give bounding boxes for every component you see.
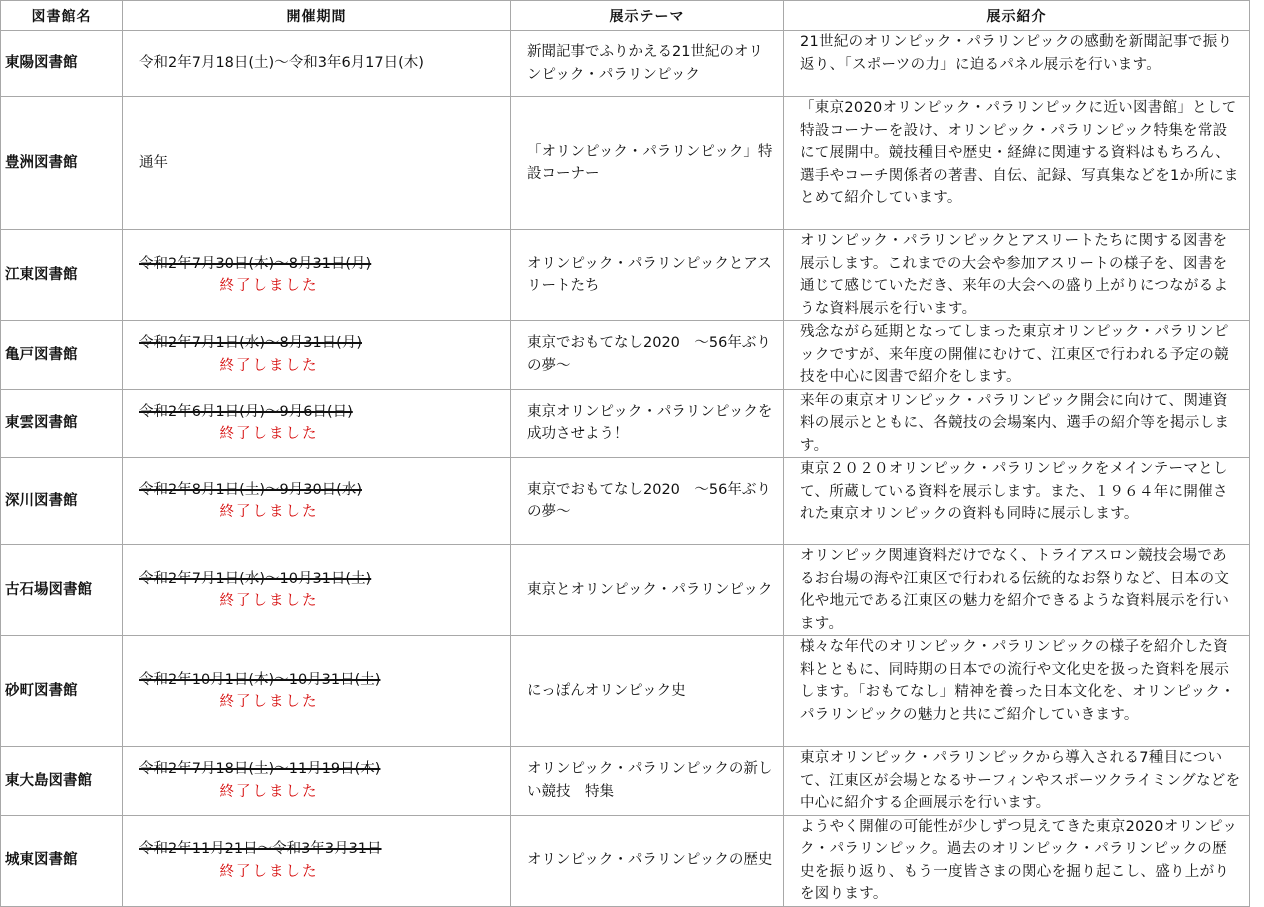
theme-cell: 東京オリンピック・パラリンピックを成功させよう！ bbox=[511, 389, 784, 458]
library-name-cell: 城東図書館 bbox=[1, 815, 123, 906]
theme-cell: 「オリンピック・パラリンピック」特設コーナー bbox=[511, 97, 784, 230]
library-name-cell: 砂町図書館 bbox=[1, 636, 123, 747]
struck-period-text: 令和2年11月21日～令和3年3月31日 bbox=[139, 841, 382, 857]
description-cell: 来年の東京オリンピック・パラリンピック開会に向けて、関連資料の展示とともに、各競技の会場案内、選手の紹介等を掲示します。 bbox=[784, 389, 1250, 458]
library-name-cell: 豊洲図書館 bbox=[1, 97, 123, 230]
period-cell bbox=[123, 458, 511, 545]
theme-cell: 新聞記事でふりかえる21世紀のオリンピック・パラリンピック bbox=[511, 31, 784, 97]
header-theme: 展示テーマ bbox=[511, 1, 784, 31]
table-row bbox=[1, 636, 1250, 747]
period-cell bbox=[123, 31, 511, 97]
library-name-cell: 東大島図書館 bbox=[1, 747, 123, 816]
description-cell: 21世紀のオリンピック・パラリンピックの感動を新聞記事で振り返り、「スポーツの力」に迫るパネル展示を行います。 bbox=[784, 31, 1250, 97]
ended-status-label: 終了しました bbox=[219, 863, 319, 880]
period-cell bbox=[123, 545, 511, 636]
description-cell: 「東京2020オリンピック・パラリンピックに近い図書館」として特設コーナーを設け、オリンピック・パラリンピック特集を常設にて展開中。競技種目や歴史・経緯に関連する資料はもちろん、選手やコーチ関係者の著書、自伝、記録、写真集などを1か所にまとめて紹介しています。 bbox=[784, 97, 1250, 230]
theme-cell: 東京でおもてなし2020 ～56年ぶりの夢～ bbox=[511, 321, 784, 390]
library-name-cell: 深川図書館 bbox=[1, 458, 123, 545]
struck-period-text: 令和2年7月1日(水)～10月31日(土) bbox=[139, 570, 372, 587]
period-cell bbox=[123, 97, 511, 230]
struck-period-text: 令和2年6月1日(月)～9月6日(日) bbox=[139, 403, 353, 420]
theme-cell: オリンピック・パラリンピックの新しい競技 特集 bbox=[511, 747, 784, 816]
table-row bbox=[1, 747, 1250, 816]
library-name-cell: 亀戸図書館 bbox=[1, 321, 123, 390]
struck-period-text: 令和2年7月30日(木)～8月31日(月) bbox=[139, 255, 372, 272]
struck-period-text: 令和2年10月1日(木)～10月31日(土) bbox=[139, 671, 381, 688]
description-cell: 東京２０２０オリンピック・パラリンピックをメインテーマとして、所蔵している資料を展示します。また、１９６４年に開催された東京オリンピックの資料も同時に展示します。 bbox=[784, 458, 1250, 545]
description-cell: ようやく開催の可能性が少しずつ見えてきた東京2020オリンピック・パラリンピック。過去のオリンピック・パラリンピックの歴史を振り返り、もう一度皆さまの関心を掘り起こし、盛り上がりを図ります。 bbox=[784, 815, 1250, 906]
period-cell bbox=[123, 230, 511, 321]
header-description: 展示紹介 bbox=[784, 1, 1250, 31]
theme-cell: にっぽんオリンピック史 bbox=[511, 636, 784, 747]
library-name-cell: 東陽図書館 bbox=[1, 31, 123, 97]
table-row bbox=[1, 389, 1250, 458]
description-cell: オリンピック・パラリンピックとアスリートたちに関する図書を展示します。これまでの大会や参加アスリートの様子を、図書を通じて感じていただき、来年の大会への盛り上がりにつながるような資料展示を行います。 bbox=[784, 230, 1250, 321]
theme-cell: 東京でおもてなし2020 ～56年ぶりの夢～ bbox=[511, 458, 784, 545]
period-text: 通年 bbox=[139, 154, 168, 171]
theme-cell: オリンピック・パラリンピックとアスリートたち bbox=[511, 230, 784, 321]
description-cell: 東京オリンピック・パラリンピックから導入される7種目について、江東区が会場となるサーフィンやスポーツクライミングなどを中心に紹介する企画展示を行います。 bbox=[784, 747, 1250, 816]
table-row bbox=[1, 97, 1250, 230]
period-cell bbox=[123, 747, 511, 816]
period-text: 令和2年7月18日(土)～令和3年6月17日(木) bbox=[139, 55, 424, 72]
table-row bbox=[1, 545, 1250, 636]
description-cell: 様々な年代のオリンピック・パラリンピックの様子を紹介した資料とともに、同時期の日本での流行や文化史を扱った資料を展示します。「おもてなし」精神を養った日本文化を、オリンピック・パラリンピックの魅力と共にご紹介していきます。 bbox=[784, 636, 1250, 747]
description-cell: 残念ながら延期となってしまった東京オリンピック・パラリンピックですが、来年度の開催にむけて、江東区で行われる予定の競技を中心に図書で紹介をします。 bbox=[784, 321, 1250, 390]
ended-status-label: 終了しました bbox=[219, 504, 319, 520]
table-row bbox=[1, 458, 1250, 545]
period-cell bbox=[123, 815, 511, 906]
ended-status-label: 終了しました bbox=[219, 278, 319, 294]
description-cell: オリンピック関連資料だけでなく、トライアスロン競技会場であるお台場の海や江東区で行われる伝統的なお祭りなど、日本の文化や地元である江東区の魅力を紹介できるような資料展示を行います。 bbox=[784, 545, 1250, 636]
period-cell bbox=[123, 389, 511, 458]
ended-status-label: 終了しました bbox=[219, 593, 319, 609]
ended-status-label: 終了しました bbox=[219, 783, 319, 800]
table-row bbox=[1, 321, 1250, 390]
library-name-cell: 古石場図書館 bbox=[1, 545, 123, 636]
header-row bbox=[1, 1, 1250, 31]
theme-cell: オリンピック・パラリンピックの歴史 bbox=[511, 815, 784, 906]
table-row bbox=[1, 31, 1250, 97]
library-name-cell: 東雲図書館 bbox=[1, 389, 123, 458]
struck-period-text: 令和2年8月1日(土)～9月30日(水) bbox=[139, 481, 362, 498]
period-cell bbox=[123, 321, 511, 390]
period-cell bbox=[123, 636, 511, 747]
struck-period-text: 令和2年7月18日(土)～11月19日(木) bbox=[139, 761, 381, 778]
table-row bbox=[1, 230, 1250, 321]
table-row bbox=[1, 815, 1250, 906]
ended-status-label: 終了しました bbox=[219, 694, 319, 710]
struck-period-text: 令和2年7月1日(水)～8月31日(月) bbox=[139, 335, 362, 352]
ended-status-label: 終了しました bbox=[219, 357, 319, 374]
table-body bbox=[1, 31, 1250, 907]
library-name-cell: 江東図書館 bbox=[1, 230, 123, 321]
ended-status-label: 終了しました bbox=[219, 426, 319, 443]
theme-cell: 東京とオリンピック・パラリンピック bbox=[511, 545, 784, 636]
header-library: 図書館名 bbox=[1, 1, 123, 31]
header-period: 開催期間 bbox=[123, 1, 511, 31]
